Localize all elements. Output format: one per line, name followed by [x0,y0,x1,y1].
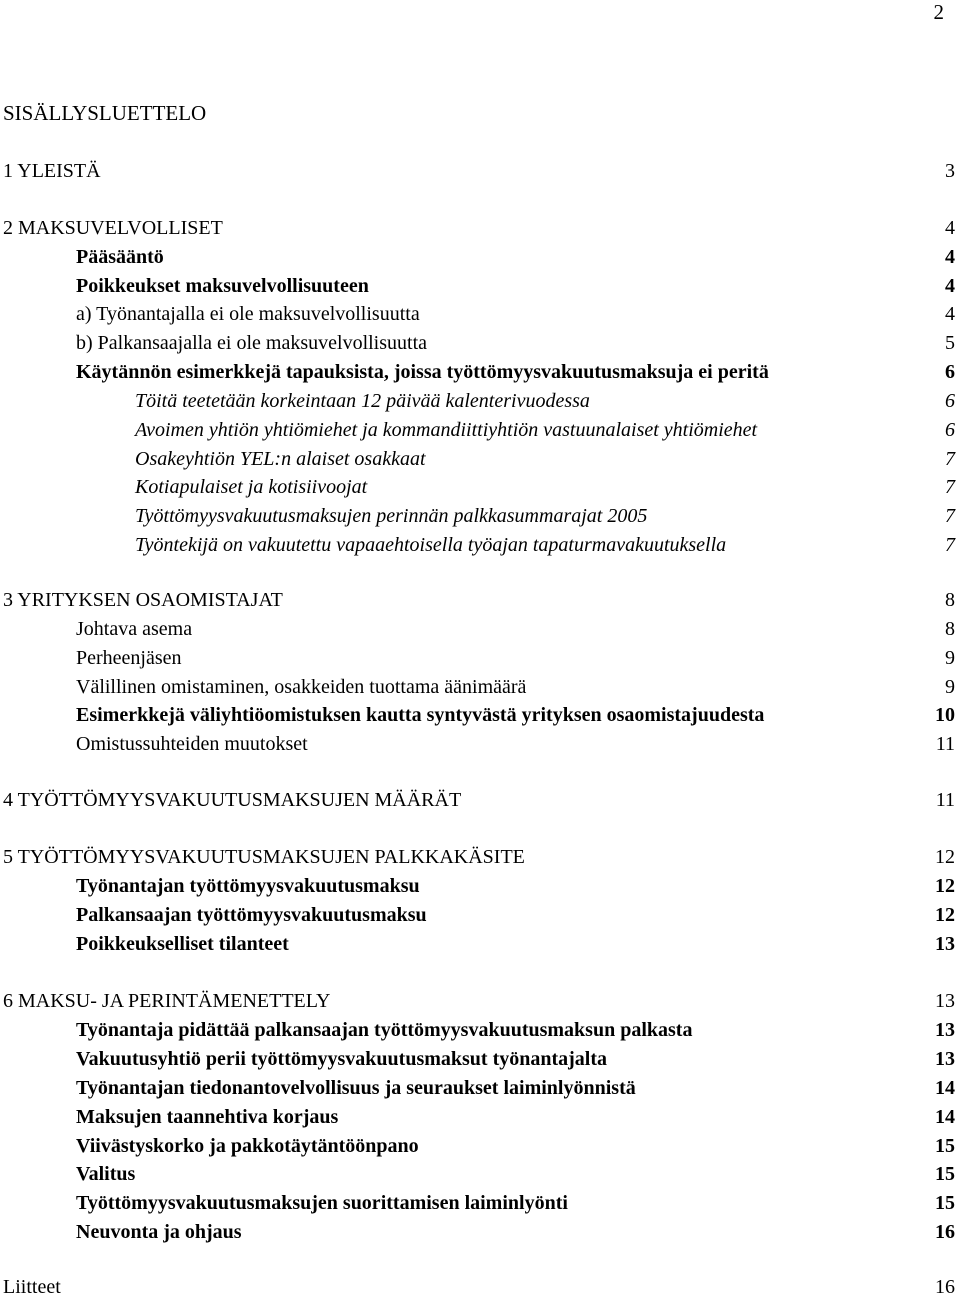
toc-entry-label: Palkansaajan työttömyysvakuutusmaksu [76,904,427,926]
toc-entry[interactable] [0,473,960,501]
toc-entry-label: Vakuutusyhtiö perii työttömyysvakuutusmaksut työnantajalta [76,1048,608,1070]
toc-entry-label: Osakeyhtiön YEL:n alaiset osakkaat [135,448,426,470]
toc-entry-label: 5 TYÖTTÖMYYSVAKUUTUSMAKSUJEN PALKKAKÄSITE [3,846,525,868]
toc-entry-page: 4 [945,275,955,297]
toc-entry[interactable] [0,1218,960,1246]
toc-entry[interactable] [0,445,960,473]
toc-entry[interactable] [0,1016,960,1044]
toc-entry-page: 16 [935,1276,955,1298]
toc-entry[interactable] [0,1160,960,1188]
toc-entry-label: Liitteet [3,1276,61,1298]
toc-entry[interactable] [0,1045,960,1073]
toc-entry-label: 1 YLEISTÄ [3,160,101,182]
toc-entry-label: b) Palkansaajalla ei ole maksuvelvollisuutta [76,332,428,354]
toc-entry[interactable] [0,872,960,900]
toc-entry-page: 8 [945,589,955,611]
toc-entry-label: Johtava asema [76,618,193,640]
toc-entry-page: 8 [945,618,955,640]
toc-entry-label: Perheenjäsen [76,647,182,669]
toc-entry-label: Esimerkkejä väliyhtiöomistuksen kautta syntyvästä yrityksen osaomistajuudesta [76,704,765,726]
toc-entry[interactable] [0,416,960,444]
toc-entry-label: Omistussuhteiden muutokset [76,733,308,755]
toc-entry[interactable] [0,272,960,300]
toc-entry-label: Avoimen yhtiön yhtiömiehet ja kommandiittiyhtiön vastuunalaiset yhtiömiehet [135,419,758,441]
toc-entry-page: 6 [945,390,955,412]
toc-entry[interactable] [0,701,960,729]
toc-entry[interactable] [0,531,960,559]
toc-entry-label: Maksujen taannehtiva korjaus [76,1106,339,1128]
toc-entry[interactable] [0,243,960,271]
toc-entry-page: 7 [945,505,955,527]
toc-entry-label: Työnantajan tiedonantovelvollisuus ja seuraukset laiminlyönnistä [76,1077,636,1099]
toc-entry[interactable] [0,843,960,871]
toc-entry[interactable] [0,1103,960,1131]
toc-entry-label: 6 MAKSU- JA PERINTÄMENETTELY [3,990,331,1012]
toc-entry-page: 13 [935,1019,955,1041]
toc-entry[interactable] [0,901,960,929]
toc-entry[interactable] [0,673,960,701]
toc-entry-page: 16 [935,1221,955,1243]
toc-entry-page: 12 [935,875,955,897]
toc-entry-page: 14 [935,1106,955,1128]
page-number: 2 [933,0,944,24]
toc-entry[interactable] [0,1132,960,1160]
toc-entry-page: 7 [945,448,955,470]
toc-entry-label: Viivästyskorko ja pakkotäytäntöönpano [76,1135,419,1157]
toc-entry[interactable] [0,1189,960,1217]
toc-entry-page: 10 [935,704,955,726]
toc-entry[interactable] [0,644,960,672]
toc-entry-page: 15 [935,1135,955,1157]
toc-entry-label: Työntekijä on vakuutettu vapaaehtoisella työajan tapaturmavakuutuksella [135,534,727,556]
toc-entry-label: Välillinen omistaminen, osakkeiden tuottama äänimäärä [76,676,527,698]
toc-entry[interactable] [0,300,960,328]
toc-entry-page: 3 [945,160,955,182]
toc-entry-page: 15 [935,1163,955,1185]
toc-entry-page: 11 [935,733,955,755]
toc-entry-label: Työnantajan työttömyysvakuutusmaksu [76,875,420,897]
toc-entry-label: 2 MAKSUVELVOLLISET [3,217,223,239]
toc-entry-label: Työnantaja pidättää palkansaajan työttömyysvakuutusmaksun palkasta [76,1019,693,1041]
toc-entry[interactable] [0,987,960,1015]
toc-entry-page: 12 [935,904,955,926]
toc-entry-page: 6 [945,361,955,383]
toc-entry-label: Poikkeukset maksuvelvollisuuteen [76,275,369,297]
toc-entry[interactable] [0,502,960,530]
toc-entry[interactable] [0,615,960,643]
toc-entry[interactable] [0,930,960,958]
toc-entry-page: 13 [935,990,955,1012]
toc-entry[interactable] [0,214,960,242]
toc-entry-label: Poikkeukselliset tilanteet [76,933,289,955]
toc-title: SISÄLLYSLUETTELO [3,101,207,125]
toc-entry-label: Töitä teetetään korkeintaan 12 päivää kalenterivuodessa [135,390,590,412]
toc-entry-page: 9 [945,676,955,698]
toc-entry-page: 13 [935,933,955,955]
toc-entry[interactable] [0,730,960,758]
toc-entry-label: Työttömyysvakuutusmaksujen suorittamisen laiminlyönti [76,1192,568,1214]
toc-entry[interactable] [0,387,960,415]
toc-entry-label: 4 TYÖTTÖMYYSVAKUUTUSMAKSUJEN MÄÄRÄT [3,789,462,811]
toc-entry-page: 9 [945,647,955,669]
toc-entry-page: 4 [945,246,955,268]
toc-entry-label: Kotiapulaiset ja kotisiivoojat [135,476,368,498]
toc-entry[interactable] [0,786,960,814]
toc-entry[interactable] [0,1273,960,1301]
toc-entry-label: Valitus [76,1163,136,1185]
toc-entry-label: a) Työnantajalla ei ole maksuvelvollisuutta [76,303,420,325]
toc-entry-page: 7 [945,476,955,498]
toc-entry-label: 3 YRITYKSEN OSAOMISTAJAT [3,589,283,611]
toc-entry-label: Neuvonta ja ohjaus [76,1221,242,1243]
toc-entry-page: 13 [935,1048,955,1070]
toc-entry-page: 6 [945,419,955,441]
toc-entry-label: Työttömyysvakuutusmaksujen perinnän palkkasummarajat 2005 [135,505,648,527]
toc-entry-page: 7 [945,534,955,556]
toc-entry-label: Pääsääntö [76,246,164,268]
toc-entry-page: 12 [935,846,955,868]
toc-entry-label: Käytännön esimerkkejä tapauksista, joissa työttömyysvakuutusmaksuja ei peritä [76,361,769,383]
toc-entry-page: 14 [935,1077,955,1099]
toc-entry-page: 4 [945,303,955,325]
toc-entry[interactable] [0,1074,960,1102]
toc-entry-page: 5 [945,332,955,354]
toc-entry[interactable] [0,358,960,386]
toc-entry-page: 15 [935,1192,955,1214]
toc-entry[interactable] [0,586,960,614]
toc-entry[interactable] [0,157,960,185]
toc-entry-page: 11 [935,789,955,811]
toc-entry[interactable] [0,329,960,357]
toc-entry-page: 4 [945,217,955,239]
